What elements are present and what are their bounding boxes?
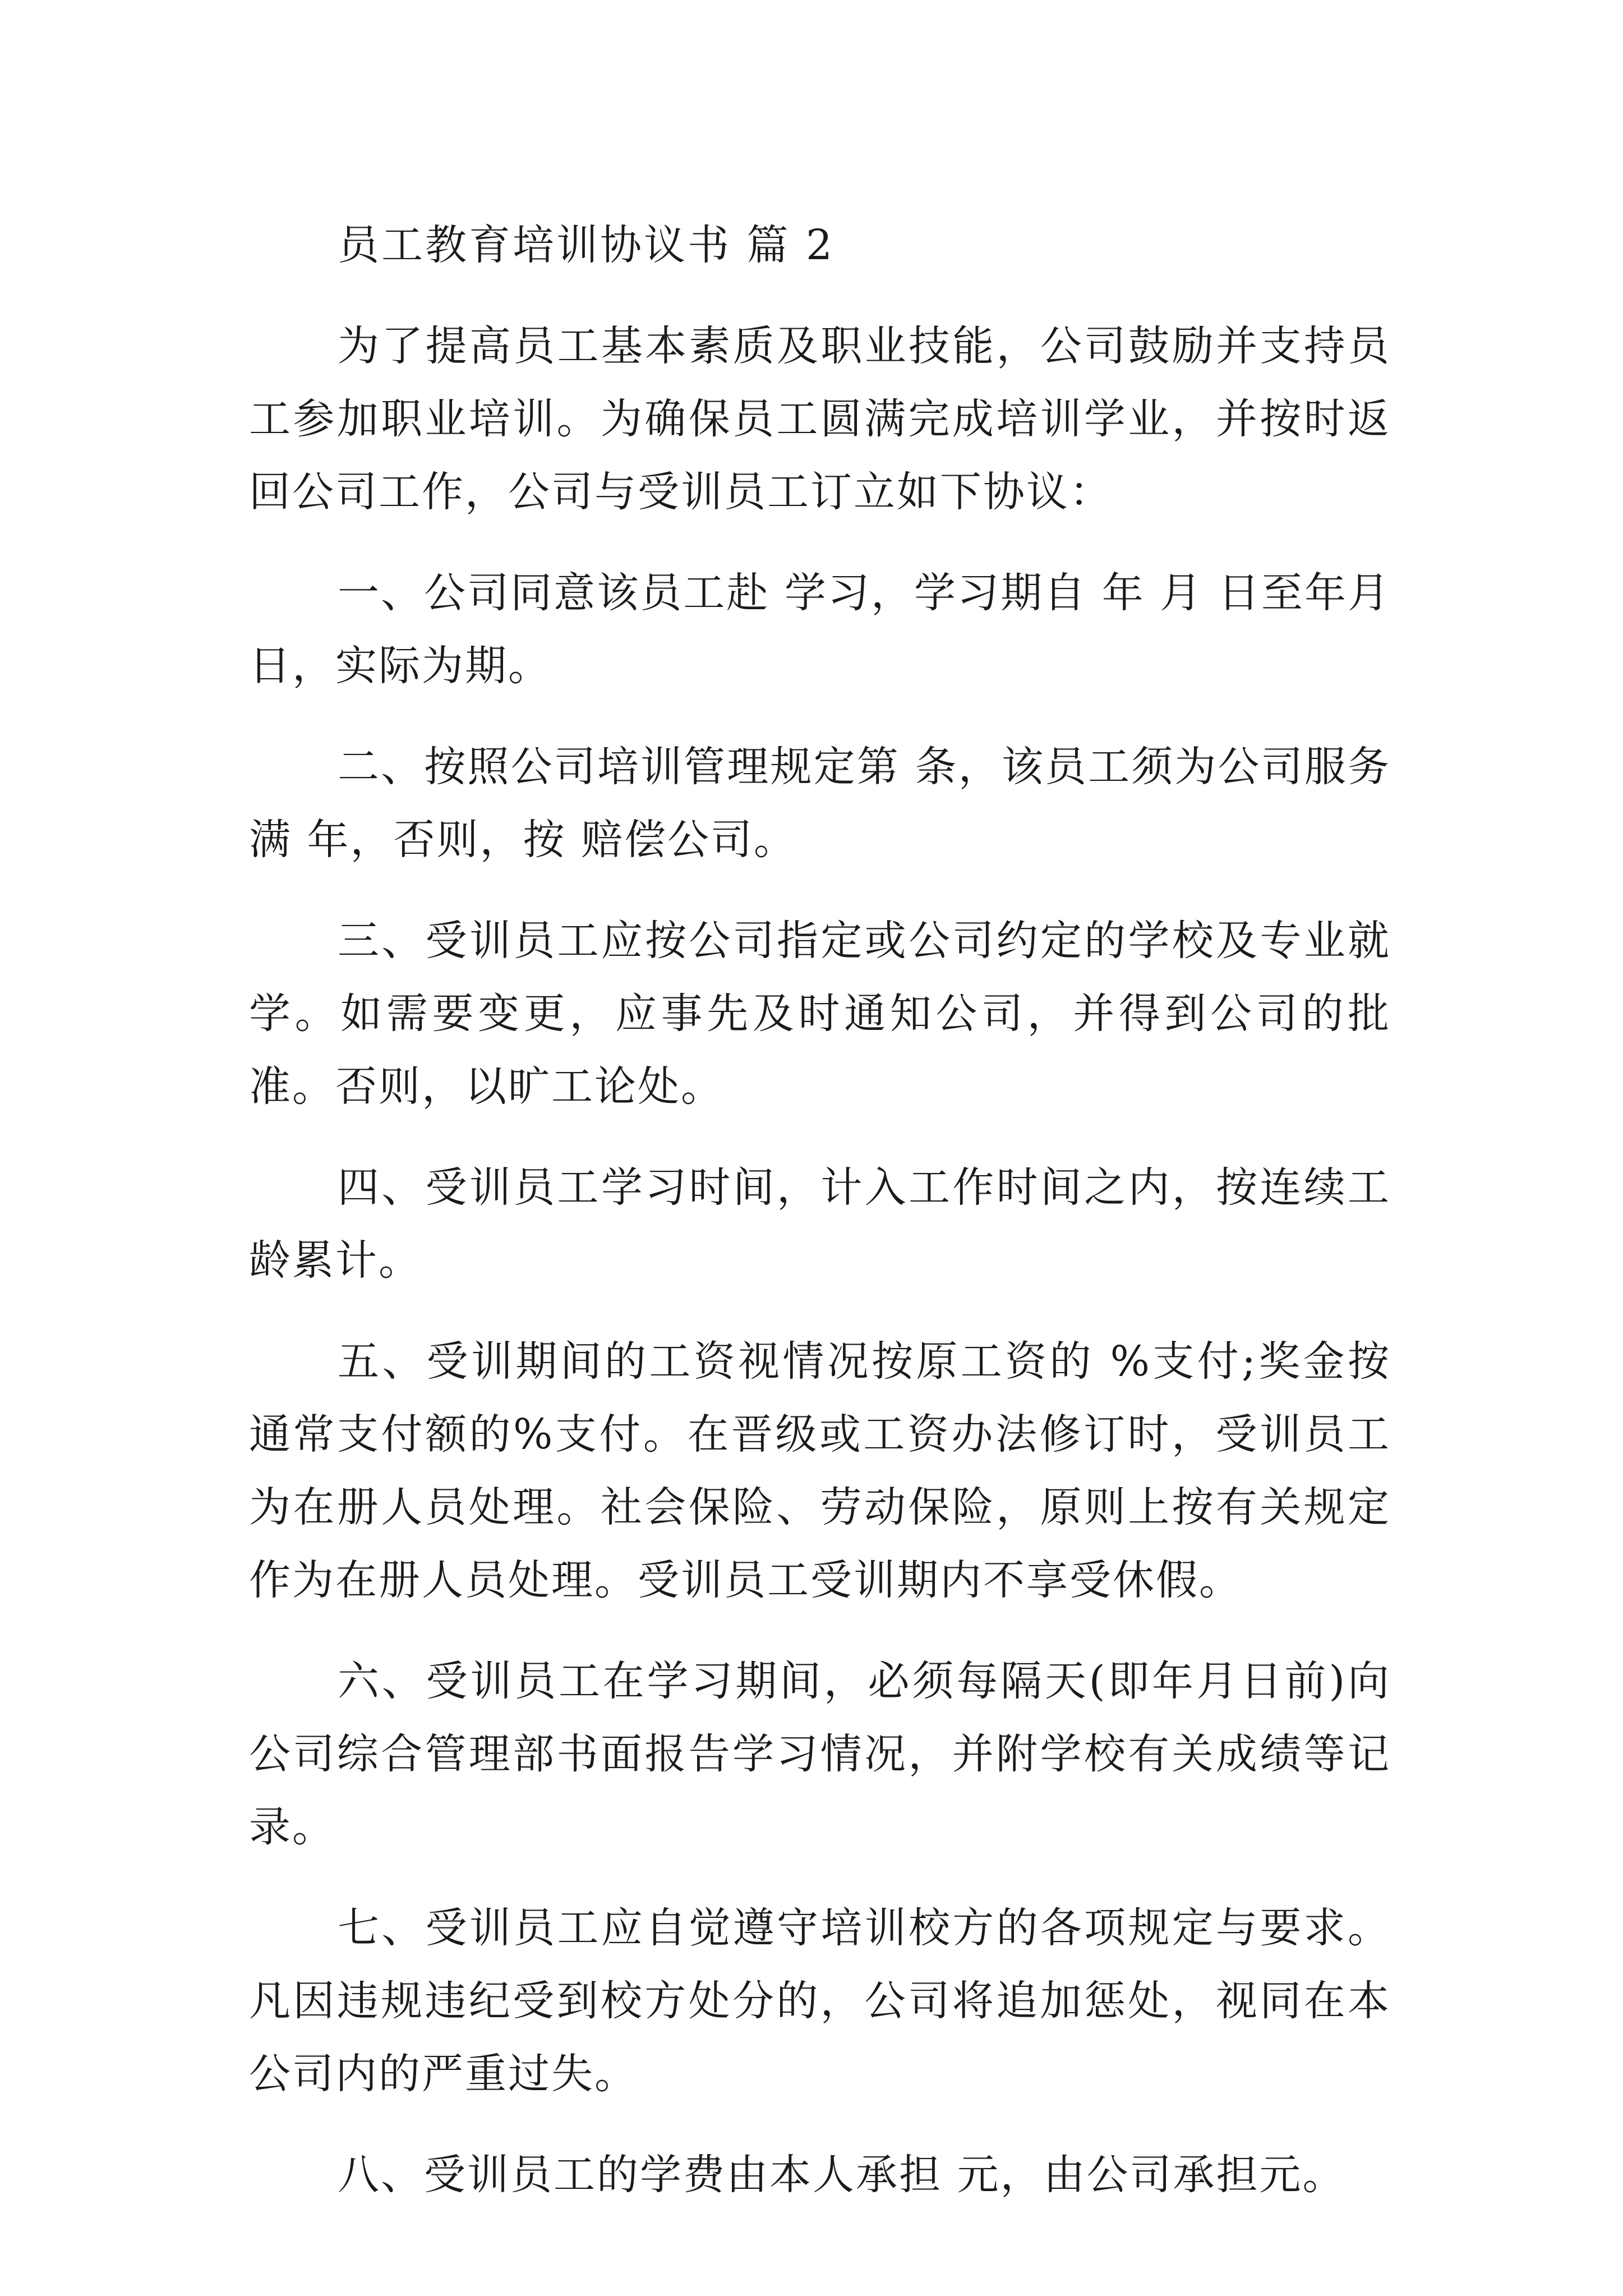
paragraph-clause-4: 四、受训员工学习时间，计入工作时间之内，按连续工龄累计。: [249, 1163, 1391, 1285]
paragraph-clause-5: 五、受训期间的工资视情况按原工资的 %支付;奖金按通常支付额的%支付。在晋级或工资办法修订时，受训员工为在册人员处理。社会保险、劳动保险，原则上按有关规定作为在册人员处理。受训员工受训期内不享受休假。: [249, 1337, 1391, 1604]
paragraph-clause-3: 三、受训员工应按公司指定或公司约定的学校及专业就学。如需要变更，应事先及时通知公司，并得到公司的批准。否则，以旷工论处。: [249, 917, 1391, 1111]
document-title: 员工教育培训协议书 篇 2: [338, 221, 835, 269]
paragraph-clause-8: 八、受训员工的学费由本人承担 元，由公司承担元。: [338, 2151, 1346, 2199]
paragraph-clause-6: 六、受训员工在学习期间，必须每隔天(即年月日前)向公司综合管理部书面报告学习情况，并附学校有关成绩等记录。: [249, 1657, 1391, 1851]
paragraph-clause-7: 七、受训员工应自觉遵守培训校方的各项规定与要求。凡因违规违纪受到校方处分的，公司将追加惩处，视同在本公司内的严重过失。: [249, 1904, 1391, 2098]
paragraph-intro: 为了提高员工基本素质及职业技能，公司鼓励并支持员工参加职业培训。为确保员工圆满完成培训学业，并按时返回公司工作，公司与受训员工订立如下协议：: [249, 322, 1391, 516]
paragraph-clause-1: 一、公司同意该员工赴 学习，学习期自 年 月 日至年月日，实际为期。: [249, 569, 1391, 690]
document-body: [249, 209, 1391, 2211]
paragraph-clause-2: 二、按照公司培训管理规定第 条，该员工须为公司服务满 年，否则，按 赔偿公司。: [249, 743, 1391, 864]
